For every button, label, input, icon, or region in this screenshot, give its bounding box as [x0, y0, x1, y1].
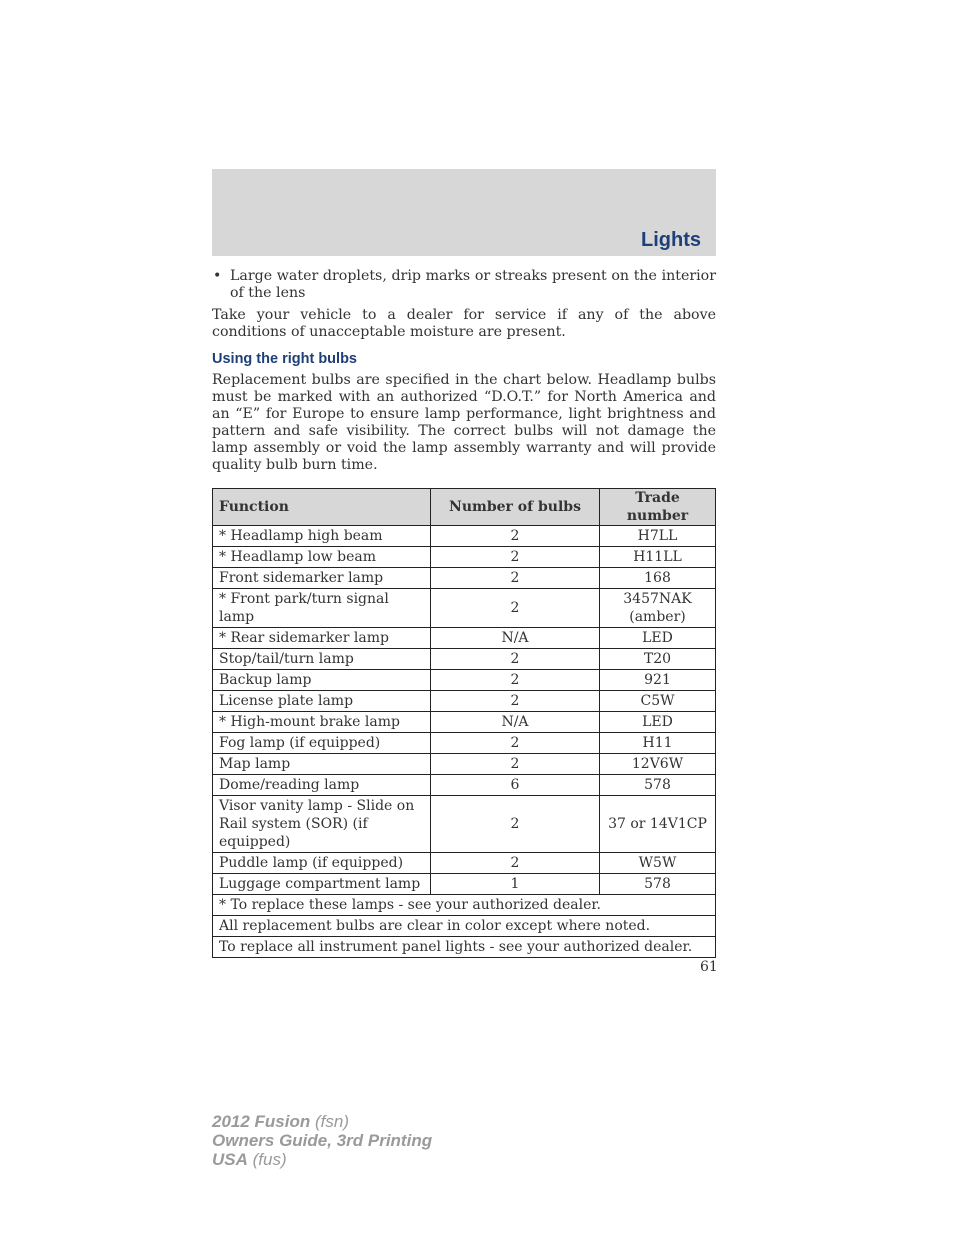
cell-function: Visor vanity lamp - Slide on Rail system (SOR) (if equipped): [213, 796, 431, 853]
cell-trade: 578: [600, 775, 716, 796]
bullet-marker: •: [213, 268, 222, 284]
cell-trade: 3457NAK (amber): [600, 589, 716, 628]
cell-function: Fog lamp (if equipped): [213, 733, 431, 754]
table-row: [213, 754, 716, 775]
cell-trade: C5W: [600, 691, 716, 712]
table-note: To replace all instrument panel lights - see your authorized dealer.: [213, 937, 716, 958]
header-function: Function: [213, 489, 431, 526]
header-number: Number of bulbs: [431, 489, 600, 526]
cell-function: Backup lamp: [213, 670, 431, 691]
table-header-row: [213, 489, 716, 526]
cell-number: 2: [431, 526, 600, 547]
cell-trade: LED: [600, 712, 716, 733]
cell-number: 2: [431, 670, 600, 691]
section-header: [212, 169, 716, 256]
cell-function: Stop/tail/turn lamp: [213, 649, 431, 670]
table-row: [213, 712, 716, 733]
table-row: [213, 526, 716, 547]
table-note-row: [213, 895, 716, 916]
cell-function: Map lamp: [213, 754, 431, 775]
table-row: [213, 670, 716, 691]
bullet-text: Large water droplets, drip marks or streaks present on the interior of the lens: [230, 268, 716, 301]
table-row: [213, 733, 716, 754]
cell-trade: LED: [600, 628, 716, 649]
header-trade: Trade number: [600, 489, 716, 526]
cell-number: 2: [431, 589, 600, 628]
cell-function: * High-mount brake lamp: [213, 712, 431, 733]
table-row: [213, 874, 716, 895]
table-row: [213, 853, 716, 874]
table-row: [213, 775, 716, 796]
cell-number: 6: [431, 775, 600, 796]
cell-function: License plate lamp: [213, 691, 431, 712]
cell-function: Dome/reading lamp: [213, 775, 431, 796]
cell-trade: H11LL: [600, 547, 716, 568]
bullet-item: [212, 268, 716, 302]
cell-function: * Front park/turn signal lamp: [213, 589, 431, 628]
section-title: Lights: [641, 229, 701, 251]
table-row: [213, 568, 716, 589]
cell-number: 2: [431, 796, 600, 853]
cell-trade: T20: [600, 649, 716, 670]
table-row: [213, 589, 716, 628]
cell-number: N/A: [431, 712, 600, 733]
footer: [212, 1112, 432, 1169]
bulb-table: [212, 488, 716, 958]
cell-number: 2: [431, 568, 600, 589]
cell-trade: 37 or 14V1CP: [600, 796, 716, 853]
page-content: [212, 268, 716, 958]
cell-number: 1: [431, 874, 600, 895]
cell-trade: H7LL: [600, 526, 716, 547]
paragraph-bulbs: Replacement bulbs are specified in the chart below. Headlamp bulbs must be marked with an authorized “D.O.T.” for North America and an “E” for Europe to ensure lamp performance, light brightness and pattern and safe visibility. The correct bulbs will not damage the lamp assembly or void the lamp assembly warranty and will provide quality bulb burn time.: [212, 372, 716, 473]
table-row: [213, 796, 716, 853]
cell-number: 2: [431, 649, 600, 670]
table-row: [213, 547, 716, 568]
footer-region-code: (fus): [247, 1150, 287, 1169]
footer-region: USA: [212, 1150, 248, 1169]
cell-function: Puddle lamp (if equipped): [213, 853, 431, 874]
paragraph-moisture: Take your vehicle to a dealer for service if any of the above conditions of unacceptable moisture are present.: [212, 307, 716, 340]
cell-number: 2: [431, 547, 600, 568]
cell-function: * Headlamp high beam: [213, 526, 431, 547]
footer-guide: Owners Guide, 3rd Printing: [212, 1131, 433, 1150]
table-note: * To replace these lamps - see your authorized dealer.: [213, 895, 716, 916]
cell-function: * Rear sidemarker lamp: [213, 628, 431, 649]
cell-trade: 921: [600, 670, 716, 691]
table-row: [213, 649, 716, 670]
cell-function: Front sidemarker lamp: [213, 568, 431, 589]
cell-trade: H11: [600, 733, 716, 754]
cell-number: 2: [431, 853, 600, 874]
cell-trade: 168: [600, 568, 716, 589]
cell-function: Luggage compartment lamp: [213, 874, 431, 895]
table-note-row: [213, 937, 716, 958]
footer-model: 2012 Fusion: [212, 1112, 311, 1131]
table-row: [213, 691, 716, 712]
table-row: [213, 628, 716, 649]
table-note-row: [213, 916, 716, 937]
cell-number: N/A: [431, 628, 600, 649]
subheading: Using the right bulbs: [212, 351, 357, 367]
cell-function: * Headlamp low beam: [213, 547, 431, 568]
cell-number: 2: [431, 733, 600, 754]
cell-number: 2: [431, 691, 600, 712]
page-number: 61: [700, 959, 718, 975]
cell-number: 2: [431, 754, 600, 775]
table-note: All replacement bulbs are clear in color except where noted.: [213, 916, 716, 937]
footer-model-code: (fsn): [310, 1112, 349, 1131]
cell-trade: 12V6W: [600, 754, 716, 775]
cell-trade: W5W: [600, 853, 716, 874]
cell-trade: 578: [600, 874, 716, 895]
